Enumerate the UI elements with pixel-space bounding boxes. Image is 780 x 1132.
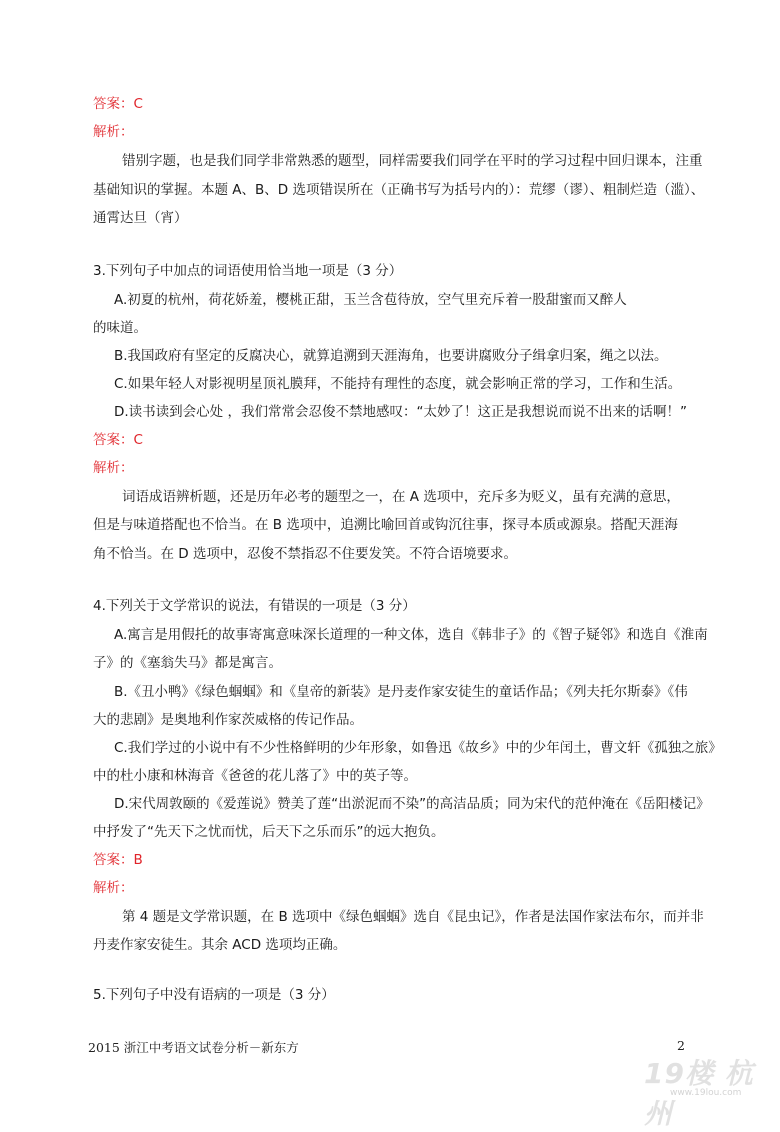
option-line: 大的悲剧》是奥地利作家茨威格的传记作品。 xyxy=(93,712,363,728)
question-heading: 4.下列关于文学常识的说法，有错误的一项是（3 分） xyxy=(93,598,416,614)
analysis-label: 解析： xyxy=(93,124,134,140)
option-line: D.宋代周敦颐的《爱莲说》赞美了莲“出淤泥而不染”的高洁品质；同为宋代的范仲淹在《岳阳楼记》 xyxy=(114,796,710,812)
paragraph-line: 词语成语辨析题，还是历年必考的题型之一，在 A 选项中，充斥多为贬义，虽有充满的意思， xyxy=(122,489,680,505)
question-heading: 5.下列句子中没有语病的一项是（3 分） xyxy=(93,987,335,1003)
question-heading: 3.下列句子中加点的词语使用恰当地一项是（3 分） xyxy=(93,263,403,279)
option-line: A.寓言是用假托的故事寄寓意味深长道理的一种文体，选自《韩非子》的《智子疑邻》和选自《淮南 xyxy=(114,627,708,643)
option-line: D.读书读到会心处 ，我们常常会忍俊不禁地感叹：“太妙了！这正是我想说而说不出来的话啊！” xyxy=(114,404,687,420)
footer-title: 2015 浙江中考语文试卷分析－新东方 xyxy=(88,1040,299,1055)
option-line: B.《丑小鸭》《绿色蝈蝈》和《皇帝的新装》是丹麦作家安徒生的童话作品；《列夫托尔斯泰》《伟 xyxy=(114,684,688,700)
analysis-label: 解析： xyxy=(93,460,134,476)
option-line: 中的杜小康和林海音《爸爸的花儿落了》中的英子等。 xyxy=(93,768,417,784)
answer-label: 答案：C xyxy=(93,96,143,112)
option-line: 的味道。 xyxy=(93,320,147,336)
paragraph-line: 第 4 题是文学常识题，在 B 选项中《绿色蝈蝈》选自《昆虫记》，作者是法国作家法布尔，而并非 xyxy=(122,909,704,925)
page-number: 2 xyxy=(677,1038,685,1053)
paragraph-line: 基础知识的掌握。本题 A、B、D 选项错误所在（正确书写为括号内的）：荒缪（谬）、粗制烂造（滥）、 xyxy=(93,182,705,198)
option-line: 子》的《塞翁失马》都是寓言。 xyxy=(93,655,282,671)
paragraph-line: 通霄达旦（宵） xyxy=(93,210,188,226)
watermark-logo: 19楼 杭州 xyxy=(644,1057,754,1130)
analysis-label: 解析： xyxy=(93,880,134,896)
option-line: 中抒发了“先天下之忧而忧，后天下之乐而乐”的远大抱负。 xyxy=(93,824,445,840)
watermark xyxy=(644,1052,774,1130)
watermark-url: www.19lou.com xyxy=(670,1088,742,1098)
answer-label: 答案：B xyxy=(93,852,143,868)
paragraph-line: 丹麦作家安徒生。其余 ACD 选项均正确。 xyxy=(93,937,347,953)
option-line: C.如果年轻人对影视明星顶礼膜拜，不能持有理性的态度，就会影响正常的学习，工作和生活。 xyxy=(114,376,682,392)
option-line: C.我们学过的小说中有不少性格鲜明的少年形象，如鲁迅《故乡》中的少年闰土，曹文轩《孤独之旅》 xyxy=(114,740,722,756)
paragraph-line: 角不恰当。在 D 选项中，忍俊不禁指忍不住要发笑。不符合语境要求。 xyxy=(93,546,517,562)
answer-label: 答案：C xyxy=(93,432,143,448)
option-line: B.我国政府有坚定的反腐决心，就算追溯到天涯海角，也要讲腐败分子缉拿归案，绳之以法。 xyxy=(114,348,668,364)
paragraph-line: 但是与味道搭配也不恰当。在 B 选项中，追溯比喻回首或钩沉往事，探寻本质或源泉。搭配天涯海 xyxy=(93,517,678,533)
option-line: A.初夏的杭州，荷花娇羞，樱桃正甜，玉兰含苞待放，空气里充斥着一股甜蜜而又醉人 xyxy=(114,292,627,308)
paragraph-line: 错别字题，也是我们同学非常熟悉的题型，同样需要我们同学在平时的学习过程中回归课本，注重 xyxy=(122,153,703,169)
